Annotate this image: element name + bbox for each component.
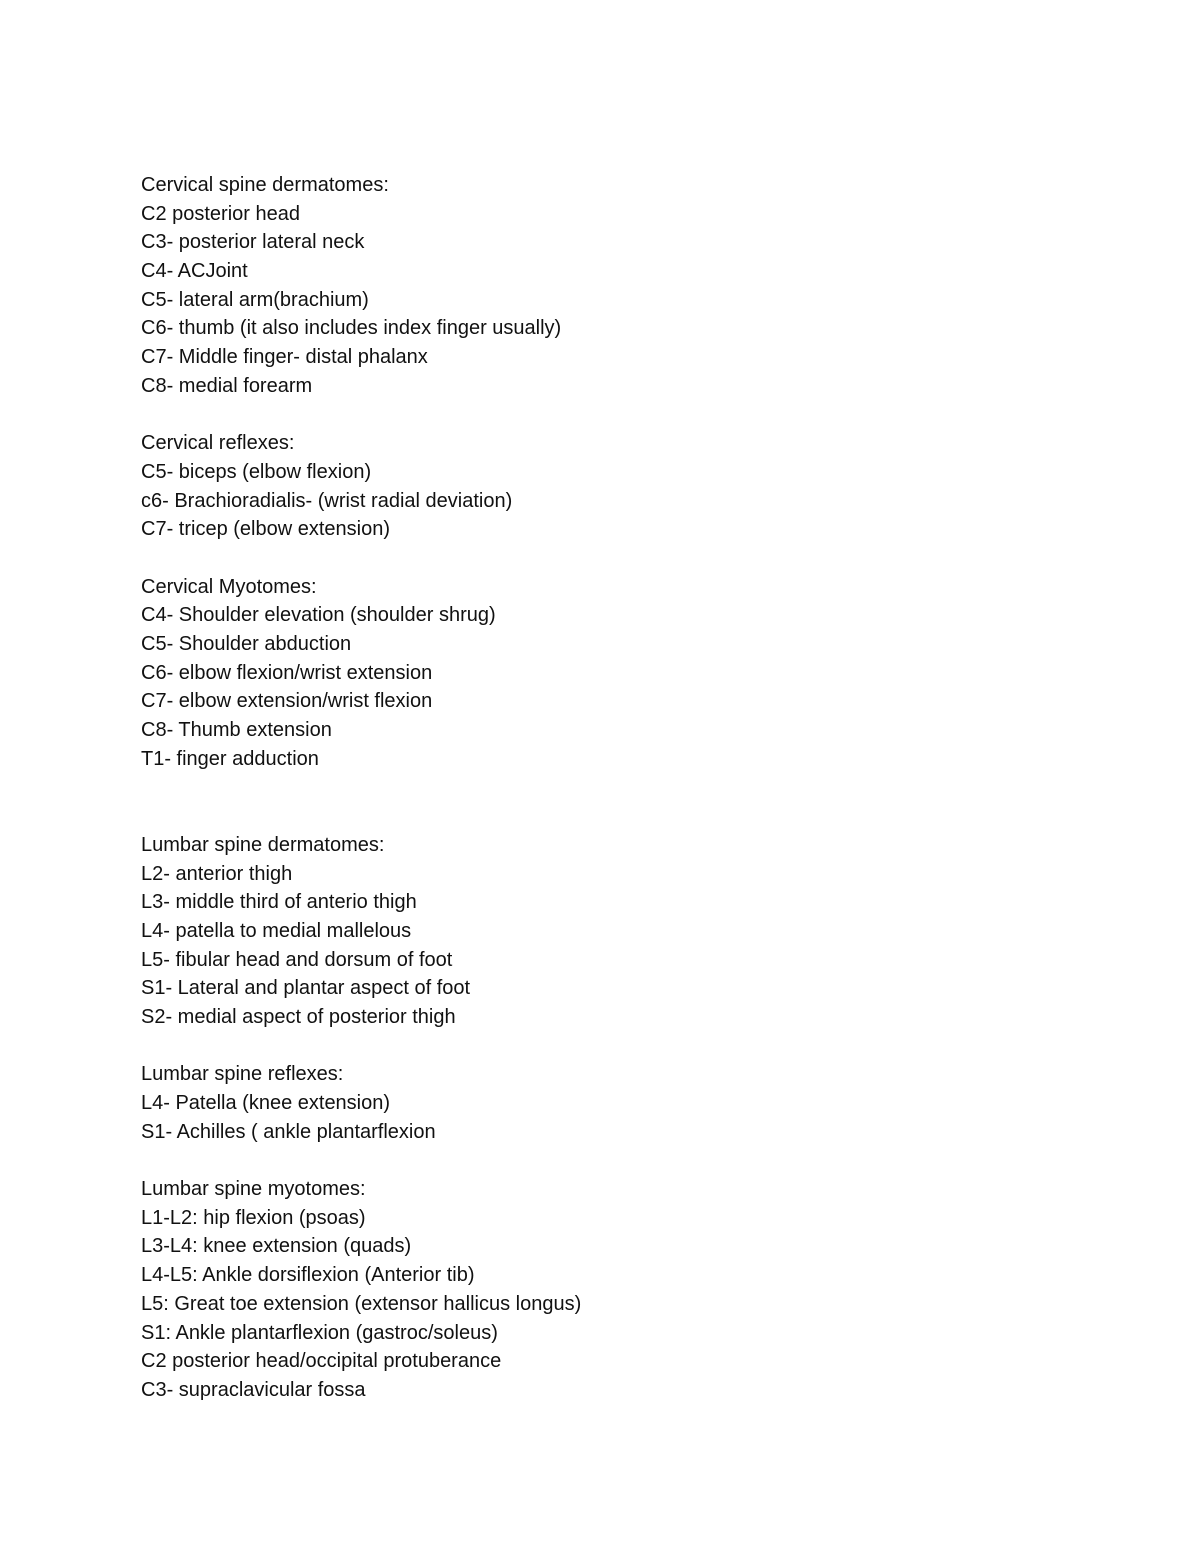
list-item: L3- middle third of anterio thigh	[141, 891, 417, 914]
list-item: C7- tricep (elbow extension)	[141, 518, 390, 541]
document-body	[141, 171, 1141, 1433]
list-item: C4- ACJoint	[141, 260, 248, 283]
list-item: L1-L2: hip flexion (psoas)	[141, 1206, 366, 1229]
section-lumbar-dermatomes	[141, 831, 1141, 1032]
list-item: C6- elbow flexion/wrist extension	[141, 661, 433, 684]
list-item: C2 posterior head/occipital protuberance	[141, 1350, 502, 1373]
list-item: L4-L5: Ankle dorsiflexion (Anterior tib)	[141, 1264, 475, 1287]
section-lumbar-myotomes	[141, 1175, 1141, 1405]
list-item: L4- Patella (knee extension)	[141, 1092, 391, 1115]
list-item: S1- Lateral and plantar aspect of foot	[141, 977, 471, 1000]
section-lumbar-reflexes	[141, 1060, 1141, 1146]
list-item: C6- thumb (it also includes index finger usually)	[141, 317, 562, 340]
list-item: C5- lateral arm(brachium)	[141, 288, 369, 311]
section-heading: Cervical reflexes:	[141, 432, 295, 455]
section-heading: Cervical spine dermatomes:	[141, 174, 389, 196]
list-item: c6- Brachioradialis- (wrist radial deviation)	[141, 489, 513, 512]
list-item: S1- Achilles ( ankle plantarflexion	[141, 1120, 436, 1143]
list-item: C5- Shoulder abduction	[141, 633, 352, 655]
list-item: C8- Thumb extension	[141, 719, 332, 742]
section-heading: Lumbar spine reflexes:	[141, 1063, 344, 1086]
section-heading: Lumbar spine myotomes:	[141, 1178, 366, 1201]
section-cervical-reflexes	[141, 429, 1141, 544]
list-item: C2 posterior head	[141, 202, 300, 225]
list-item: C7- elbow extension/wrist flexion	[141, 690, 433, 713]
section-heading: Lumbar spine dermatomes:	[141, 833, 385, 856]
list-item: L4- patella to medial mallelous	[141, 919, 412, 942]
list-item: L5: Great toe extension (extensor hallicus longus)	[141, 1292, 582, 1315]
section-cervical-myotomes	[141, 573, 1141, 774]
section-cervical-dermatomes	[141, 171, 1141, 401]
section-heading: Cervical Myotomes:	[141, 575, 317, 598]
list-item: C3- posterior lateral neck	[141, 231, 365, 254]
list-item: C8- medial forearm	[141, 374, 313, 397]
list-item: S1: Ankle plantarflexion (gastroc/soleus)	[141, 1321, 498, 1344]
list-item: S2- medial aspect of posterior thigh	[141, 1005, 456, 1028]
list-item: C5- biceps (elbow flexion)	[141, 460, 372, 483]
list-item: L5- fibular head and dorsum of foot	[141, 948, 453, 971]
list-item: C7- Middle finger- distal phalanx	[141, 346, 428, 369]
list-item: C4- Shoulder elevation (shoulder shrug)	[141, 604, 496, 627]
list-item: C3- supraclavicular fossa	[141, 1378, 366, 1401]
list-item: L3-L4: knee extension (quads)	[141, 1235, 412, 1258]
list-item: L2- anterior thigh	[141, 862, 293, 885]
list-item: T1- finger adduction	[141, 747, 319, 770]
